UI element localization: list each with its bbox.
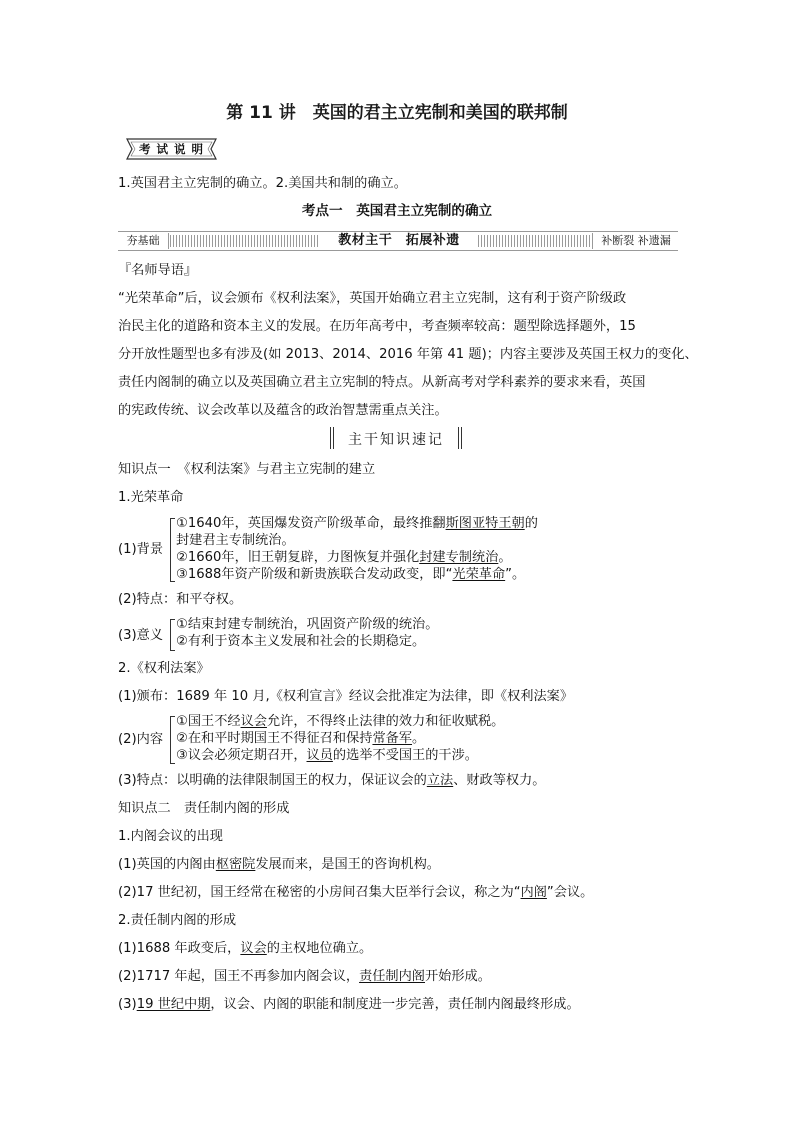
kp2-item-b2: (2)1717 年起，国王不再参加内阁会议，责任制内阁开始形成。 [118,969,491,984]
background-item-1: ①1640年，英国爆发资产阶级革命，最终推翻斯图亚特王朝的 [176,516,538,531]
banner-right: 补断裂 补遗漏 [592,233,679,249]
page-title: 第 11 讲 英国的君主立宪制和美国的联邦制 [226,103,568,123]
exam-description: 1.英国君主立宪制的确立。2.美国共和制的确立。 [118,176,407,191]
background-item-1-cont: 封建君主专制统治。 [176,533,295,548]
content-label: (2)内容 [118,732,164,747]
banner-hatch-left [170,235,320,247]
kp2-subtitle-2: 2.责任制内阁的形成 [118,913,237,928]
kp2-item-a1: (1)英国的内阁由枢密院发展而来，是国王的咨询机构。 [118,857,440,872]
kp2-item-b1: (1)1688 年政变后，议会的主权地位确立。 [118,941,373,956]
bill-publish: (1)颁布：1689 年 10 月,《权利宣言》经议会批准定为法律，即《权利法案》 [118,689,574,704]
background-item-2: ②1660年，旧王朝复辟，力图恢复并强化封建专制统治。 [176,550,512,565]
banner-hatch-right [478,235,590,247]
background-label: (1)背景 [118,542,164,557]
bill-feature: (3)特点：以明确的法律限制国王的权力，保证议会的立法、财政等权力。 [118,773,546,788]
significance-brace [170,619,175,651]
background-item-3: ③1688年资产阶级和新贵族联合发动政变，即“光荣革命”。 [176,567,526,582]
content-item-1: ①国王不经议会允许，不得终止法律的效力和征收赋税。 [176,714,505,729]
kp2-title: 知识点二 责任制内阁的形成 [118,801,290,816]
content-brace [170,716,175,764]
kp2-item-a2: (2)17 世纪初，国王经常在秘密的小房间召集大臣举行会议，称之为“内阁”会议。 [118,885,594,900]
guide-line-5: 的宪政传统、议会改革以及蕴含的政治智慧需重点关注。 [118,403,448,418]
significance-item-1: ①结束封建专制统治，巩固资产阶级的统治。 [176,617,439,632]
banner-left: 夯基础 [118,233,169,249]
guide-line-3: 分开放性题型也多有涉及(如 2013、2014、2016 年第 41 题)；内容主要涉及英国王权力的变化、 [118,347,698,362]
guide-line-2: 治民主化的道路和资本主义的发展。在历年高考中，考查频率较高：题型除选择题外，15 [118,319,636,334]
guide-line-1: “光荣革命”后，议会颁布《权利法案》，英国开始确立君主立宪制，这有利于资产阶级政 [118,291,627,306]
key-knowledge-title: 主干知识速记 [348,432,444,448]
background-brace [170,518,175,582]
feature-line: (2)特点：和平夺权。 [118,592,243,607]
section-heading: 考点一 英国君主立宪制的确立 [301,203,493,219]
significance-item-2: ②有利于资本主义发展和社会的长期稳定。 [176,634,426,649]
kp1-subtitle-2: 2.《权利法案》 [118,661,210,676]
banner-center: 教材主干 拓展补遗 [338,233,460,248]
guide-line-4: 责任内阁制的确立以及英国确立君主立宪制的特点。从新高考对学科素养的要求来看，英国 [118,375,646,390]
significance-label: (3)意义 [118,628,164,643]
content-item-2: ②在和平时期国王不得征召和保持常备军。 [176,731,426,746]
kp1-title: 知识点一 《权利法案》与君主立宪制的建立 [118,462,376,477]
exam-badge-label: 考 试 说 明 [138,142,204,156]
kp2-item-b3: (3)19 世纪中期，议会、内阁的职能和制度进一步完善，责任制内阁最终形成。 [118,997,580,1012]
exam-badge [123,137,220,161]
key-knowledge-box [330,427,462,449]
content-item-3: ③议会必须定期召开，议员的选举不受国王的干涉。 [176,748,478,763]
section-banner [118,231,678,251]
guide-label: 『名师导语』 [118,263,198,278]
kp1-subtitle-1: 1.光荣革命 [118,490,184,505]
kp2-subtitle-1: 1.内阁会议的出现 [118,829,223,844]
